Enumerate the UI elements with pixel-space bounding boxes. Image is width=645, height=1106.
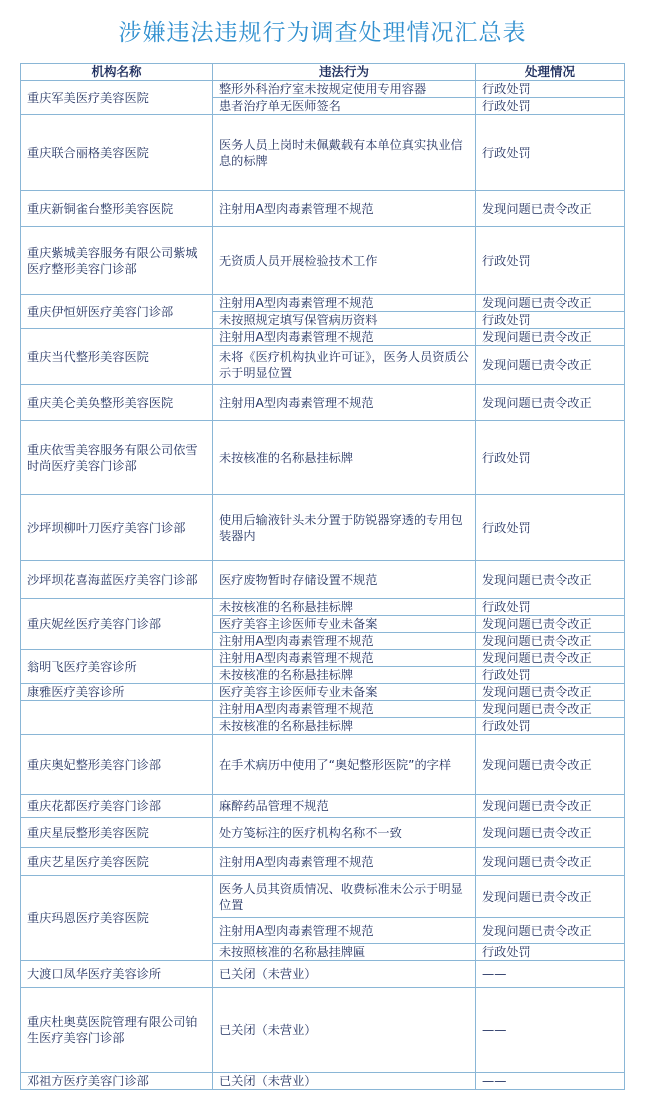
header-result: 处理情况 xyxy=(476,64,625,81)
header-org: 机构名称 xyxy=(21,64,213,81)
org-cell: 重庆伊恒妍医疗美容门诊部 xyxy=(21,295,213,329)
table-row xyxy=(21,795,625,818)
result-cell: 行政处罚 xyxy=(476,227,625,295)
table-row xyxy=(21,701,625,718)
violation-cell: 注射用A型肉毒素管理不规范 xyxy=(213,295,476,312)
org-cell: 重庆星辰整形美容医院 xyxy=(21,818,213,848)
org-cell: 重庆杜奥莫医院管理有限公司铂生医疗美容门诊部 xyxy=(21,988,213,1073)
org-cell: 重庆妮丝医疗美容门诊部 xyxy=(21,599,213,650)
result-cell: —— xyxy=(476,988,625,1073)
result-cell: 行政处罚 xyxy=(476,98,625,115)
result-cell: 发现问题已责令改正 xyxy=(476,616,625,633)
table-row xyxy=(21,1073,625,1090)
table-row xyxy=(21,599,625,616)
table-row xyxy=(21,385,625,421)
org-cell: 重庆紫城美容服务有限公司紫城医疗整形美容门诊部 xyxy=(21,227,213,295)
org-cell: 重庆奥妃整形美容门诊部 xyxy=(21,735,213,795)
result-cell: 发现问题已责令改正 xyxy=(476,795,625,818)
table-row xyxy=(21,818,625,848)
violation-cell: 无资质人员开展检验技术工作 xyxy=(213,227,476,295)
table-row xyxy=(21,735,625,795)
result-cell: 行政处罚 xyxy=(476,944,625,961)
result-cell: 发现问题已责令改正 xyxy=(476,650,625,667)
org-cell: 重庆当代整形美容医院 xyxy=(21,329,213,385)
violation-cell: 患者治疗单无医师签名 xyxy=(213,98,476,115)
org-cell: 重庆依雪美容服务有限公司依雪时尚医疗美容门诊部 xyxy=(21,421,213,495)
result-cell: 发现问题已责令改正 xyxy=(476,684,625,701)
violation-cell: 注射用A型肉毒素管理不规范 xyxy=(213,848,476,876)
violation-cell: 未按核准的名称悬挂标牌 xyxy=(213,421,476,495)
org-cell-empty xyxy=(21,701,213,735)
violation-cell: 已关闭（未营业） xyxy=(213,988,476,1073)
violation-cell: 已关闭（未营业） xyxy=(213,1073,476,1090)
result-cell: —— xyxy=(476,1073,625,1090)
violation-cell: 医疗美容主诊医师专业未备案 xyxy=(213,684,476,701)
page-title: 涉嫌违法违规行为调查处理情况汇总表 xyxy=(118,20,527,46)
violation-cell: 医务人员其资质情况、收费标准未公示于明显位置 xyxy=(213,876,476,918)
table-row xyxy=(21,191,625,227)
result-cell: —— xyxy=(476,961,625,988)
violation-cell: 未按照规定填写保管病历资料 xyxy=(213,312,476,329)
result-cell: 行政处罚 xyxy=(476,667,625,684)
org-cell: 重庆联合丽格美容医院 xyxy=(21,115,213,191)
result-cell: 发现问题已责令改正 xyxy=(476,329,625,346)
violation-cell: 注射用A型肉毒素管理不规范 xyxy=(213,191,476,227)
table-row xyxy=(21,227,625,295)
violation-cell: 注射用A型肉毒素管理不规范 xyxy=(213,650,476,667)
header-violation: 违法行为 xyxy=(213,64,476,81)
org-cell: 翁明飞医疗美容诊所 xyxy=(21,650,213,684)
result-cell: 发现问题已责令改正 xyxy=(476,735,625,795)
result-cell: 行政处罚 xyxy=(476,81,625,98)
violation-cell: 医疗美容主诊医师专业未备案 xyxy=(213,616,476,633)
org-cell: 重庆艺星医疗美容医院 xyxy=(21,848,213,876)
org-cell: 重庆新铜雀台整形美容医院 xyxy=(21,191,213,227)
violation-cell: 已关闭（未营业） xyxy=(213,961,476,988)
violation-cell: 未按核准的名称悬挂标牌 xyxy=(213,718,476,735)
result-cell: 行政处罚 xyxy=(476,312,625,329)
result-cell: 发现问题已责令改正 xyxy=(476,385,625,421)
result-cell: 发现问题已责令改正 xyxy=(476,191,625,227)
org-cell: 大渡口凤华医疗美容诊所 xyxy=(21,961,213,988)
org-cell: 康雅医疗美容诊所 xyxy=(21,684,213,701)
table-row xyxy=(21,495,625,561)
result-cell: 发现问题已责令改正 xyxy=(476,561,625,599)
table-row xyxy=(21,295,625,312)
violation-cell: 注射用A型肉毒素管理不规范 xyxy=(213,385,476,421)
violation-cell: 未将《医疗机构执业许可证》，医务人员资质公示于明显位置 xyxy=(213,346,476,385)
result-cell: 行政处罚 xyxy=(476,495,625,561)
table-row xyxy=(21,81,625,98)
table-row xyxy=(21,961,625,988)
org-cell: 邓祖方医疗美容门诊部 xyxy=(21,1073,213,1090)
violation-cell: 未按核准的名称悬挂标牌 xyxy=(213,667,476,684)
table-row xyxy=(21,988,625,1073)
result-cell: 发现问题已责令改正 xyxy=(476,848,625,876)
violation-cell: 未按核准的名称悬挂标牌 xyxy=(213,599,476,616)
table-header-row xyxy=(21,64,625,81)
table-row xyxy=(21,561,625,599)
result-cell: 行政处罚 xyxy=(476,115,625,191)
org-cell: 重庆玛恩医疗美容医院 xyxy=(21,876,213,961)
table-row xyxy=(21,329,625,346)
org-cell: 沙坪坝花喜海蓝医疗美容门诊部 xyxy=(21,561,213,599)
violation-cell: 注射用A型肉毒素管理不规范 xyxy=(213,329,476,346)
result-cell: 发现问题已责令改正 xyxy=(476,633,625,650)
org-cell: 重庆军美医疗美容医院 xyxy=(21,81,213,115)
result-cell: 发现问题已责令改正 xyxy=(476,818,625,848)
table-row xyxy=(21,848,625,876)
result-cell: 行政处罚 xyxy=(476,421,625,495)
violation-cell: 医务人员上岗时未佩戴载有本单位真实执业信息的标牌 xyxy=(213,115,476,191)
table-row xyxy=(21,684,625,701)
violation-cell: 注射用A型肉毒素管理不规范 xyxy=(213,918,476,944)
result-cell: 行政处罚 xyxy=(476,599,625,616)
result-cell: 发现问题已责令改正 xyxy=(476,295,625,312)
table-row xyxy=(21,115,625,191)
result-cell: 发现问题已责令改正 xyxy=(476,346,625,385)
org-cell: 重庆花都医疗美容门诊部 xyxy=(21,795,213,818)
violation-cell: 处方笺标注的医疗机构名称不一致 xyxy=(213,818,476,848)
violation-cell: 注射用A型肉毒素管理不规范 xyxy=(213,633,476,650)
violation-cell: 麻醉药品管理不规范 xyxy=(213,795,476,818)
summary-table xyxy=(20,63,625,1090)
violation-cell: 整形外科治疗室未按规定使用专用容器 xyxy=(213,81,476,98)
result-cell: 发现问题已责令改正 xyxy=(476,701,625,718)
table-row xyxy=(21,876,625,918)
table-row xyxy=(21,650,625,667)
violation-cell: 未按照核准的名称悬挂牌匾 xyxy=(213,944,476,961)
table-row xyxy=(21,421,625,495)
violation-cell: 注射用A型肉毒素管理不规范 xyxy=(213,701,476,718)
violation-cell: 医疗废物暂时存储设置不规范 xyxy=(213,561,476,599)
violation-cell: 在手术病历中使用了“奥妃整形医院”的字样 xyxy=(213,735,476,795)
violation-cell: 使用后输液针头未分置于防锐器穿透的专用包装器内 xyxy=(213,495,476,561)
result-cell: 行政处罚 xyxy=(476,718,625,735)
result-cell: 发现问题已责令改正 xyxy=(476,876,625,918)
result-cell: 发现问题已责令改正 xyxy=(476,918,625,944)
org-cell: 沙坪坝柳叶刀医疗美容门诊部 xyxy=(21,495,213,561)
org-cell: 重庆美仑美奂整形美容医院 xyxy=(21,385,213,421)
